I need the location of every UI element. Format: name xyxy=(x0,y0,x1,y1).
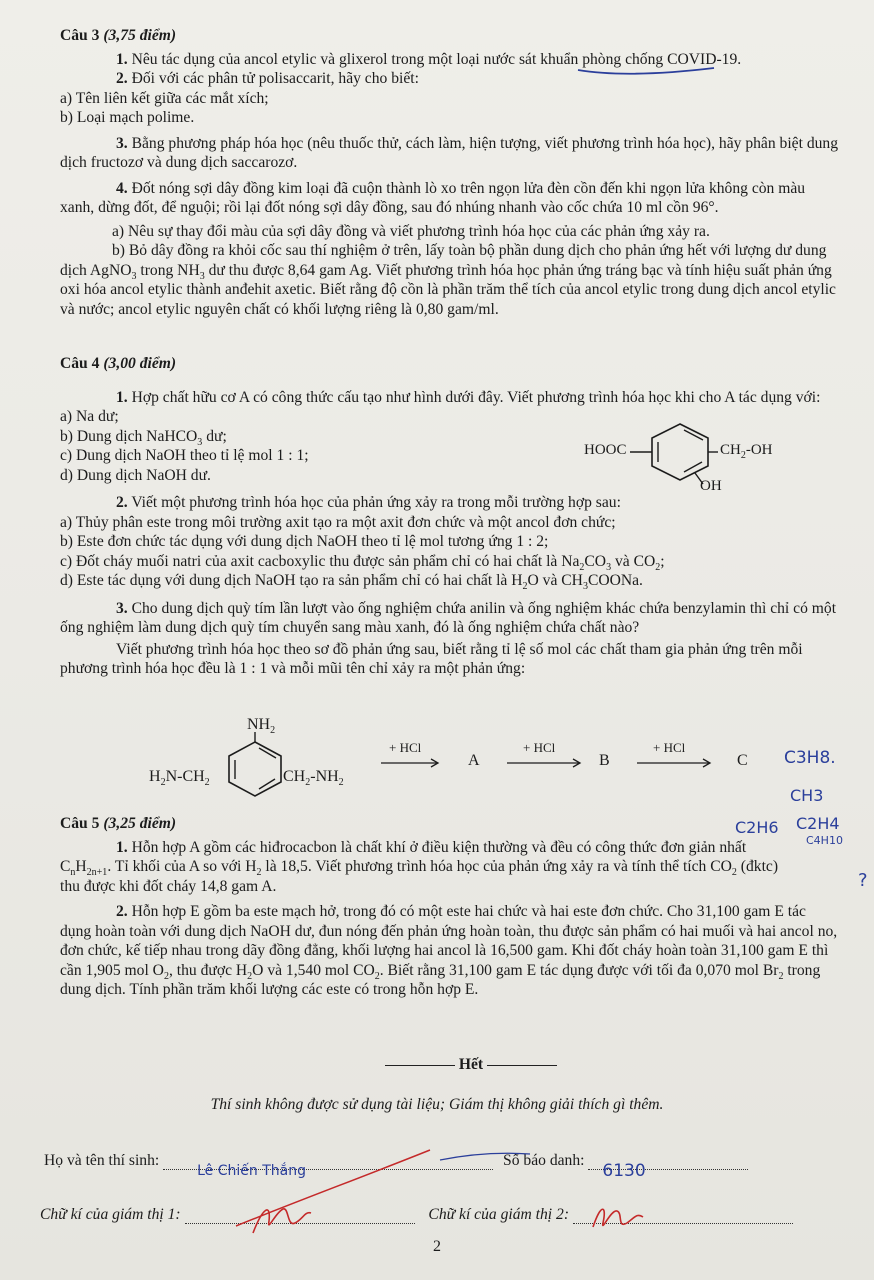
q3-item-1: 1. Nêu tác dụng của ancol etylic và glixerol trong một loại nước sát khuẩn phòng chống COVID-19. xyxy=(116,50,742,68)
q4-item-1a: a) Na dư; xyxy=(60,408,119,425)
q4-item-2d: d) Este tác dụng với dung dịch NaOH tạo ra sản phẩm chỉ có hai chất là $H_2O$ và $CH_3COONa$. xyxy=(60,572,643,593)
arrow-2 xyxy=(507,758,583,768)
q4-heading: Câu 4 (3,00 điểm) xyxy=(60,355,177,372)
sbd-label: Số báo danh: xyxy=(503,1152,585,1169)
page-number: 2 xyxy=(433,1238,441,1255)
q4-item-1d: d) Dung dịch NaOH dư. xyxy=(60,466,211,484)
q3-item-2a: a) Tên liên kết giữa các mắt xích; xyxy=(60,89,269,107)
sig2-label: Chữ kí của giám thị 2: xyxy=(428,1206,570,1223)
product-b: B xyxy=(599,752,610,769)
struct-ch2oh-label: $CH_2-OH$ xyxy=(720,442,773,461)
sig1-label: Chữ kí của giám thị 1: xyxy=(40,1206,181,1223)
q4-item-2b: b) Este đơn chức tác dụng với dung dịch NaOH theo tỉ lệ mol tương ứng 1 : 2; xyxy=(60,533,549,550)
product-a: A xyxy=(468,752,480,769)
q3-heading: Câu 3 (3,75 điểm) xyxy=(60,27,177,44)
q5-item-1: 1. Hỗn hợp A gồm các hiđrocacbon là chất khí ở điều kiện thường và đều có công thức đơn giản nhất $C_nH_{2n+1}$. Tỉ khối của A so với $H_2$ là 18,5. Viết phương trình hóa học của phản ứng xảy ra và tính thể tích $CO_2$ (đktc) thu được khi đốt cháy 14,8 gam A. xyxy=(60,838,779,895)
question-5 xyxy=(60,814,838,1000)
q3-item-4b: b) Bỏ dây đồng ra khỏi cốc sau thí nghiệm ở trên, lấy toàn bộ phần dung dịch cho phản ứng hết với lượng dư dung dịch AgNO$_3$ trong $NH_3$ dư thu được 8,64 gam Ag. Viết phương trình hóa học phản ứng tráng bạc và tính hiệu suất phản ứng oxi hóa ancol etylic thành anđehit axetic. Biết rằng độ cồn là phần trăm thể tích của ancol etylic trong dung dịch ancol etylic và nước; ancol etylic nguyên chất có khối lượng riêng là 0,80 gam/ml. xyxy=(60,242,836,318)
q4-item-2c: c) Đốt cháy muối natri của axit cacboxylic thu được sản phẩm chỉ có hai chất là $Na_2CO_3$ và $CO_2$; xyxy=(60,552,665,573)
sbd-value: 6130 xyxy=(602,1161,646,1181)
exam-note: Thí sinh không được sử dụng tài liệu; Giám thị không giải thích gì thêm. xyxy=(210,1096,664,1113)
handwritten-note-c2h6: C2H6 xyxy=(735,818,779,837)
handwritten-note-ch3: CH3 xyxy=(790,786,824,805)
arrow-3 xyxy=(637,758,713,768)
q3-item-3: 3. Bằng phương pháp hóa học (nêu thuốc thử, cách làm, hiện tượng, viết phương trình hóa học), hãy phân biệt dung dịch fructozơ và dung dịch saccarozơ. xyxy=(60,134,839,171)
q5-item-2: 2. Hỗn hợp E gồm ba este mạch hở, trong đó có một este hai chức và hai este đơn chức. Cho 31,100 gam E tác dụng hoàn toàn với dung dịch NaOH dư, đun nóng đến phản ứng hoàn toàn, thu được sản phẩm có hai muối và hai ancol no, đơn chức, kế tiếp nhau trong dãy đồng đẳng, khối lượng hai ancol là 16,500 gam. Khi đốt cháy hoàn toàn 31,100 gam E thì cần 1,905 mol $O_2$, thu được $H_2O$ và 1,540 mol $CO_2$. Biết rằng 31,100 gam E tác dụng được với tối đa 0,070 mol $Br_2$ trong dung dịch. Tính phần trăm khối lượng các este có trong hỗn hợp E. xyxy=(60,903,838,998)
scheme-left-group: $H_2N-CH_2$ xyxy=(149,768,210,789)
q4-item-2a: a) Thủy phân este trong môi trường axit tạo ra một axit đơn chức và một ancol đơn chức; xyxy=(60,513,616,531)
q4-item-3-scheme-text: Viết phương trình hóa học theo sơ đồ phản ứng sau, biết rằng tỉ lệ số mol các chất tham gia phản ứng trên mỗi phương trình hóa học đều là 1 : 1 và mỗi mũi tên chỉ xảy ra một phản ứng: xyxy=(60,640,803,677)
handwritten-note-c2h4: C2H4 xyxy=(796,814,840,833)
struct-oh-label: OH xyxy=(700,478,722,494)
candidate-name-label: Họ và tên thí sinh: xyxy=(44,1152,160,1169)
q4-item-1b: b) Dung dịch NaHCO$_3$ dư; xyxy=(60,427,227,448)
end-mark: Hết xyxy=(356,1056,586,1074)
scheme-right-group: $CH_2-NH_2$ xyxy=(283,768,344,789)
compound-a-structure xyxy=(580,420,790,500)
reaction-scheme xyxy=(145,718,825,800)
q4-item-3: 3. Cho dung dịch quỳ tím lần lượt vào ống nghiệm chứa anilin và ống nghiệm khác chứa benzylamin thì chỉ có một ống nghiệm làm dung dịch quỳ tím chuyển sang màu xanh, đó là ống nghiệm chứa chất nào? xyxy=(60,599,837,636)
arrow-1 xyxy=(381,758,441,768)
q4-item-1: 1. Hợp chất hữu cơ A có công thức cấu tạo như hình dưới đây. Viết phương trình hóa học khi cho A tác dụng với: xyxy=(116,388,821,406)
scheme-nh2-label: $NH_2$ xyxy=(247,716,276,737)
pen-underline xyxy=(574,64,724,78)
handwritten-note-c4h10: C4H10 xyxy=(806,834,843,847)
handwritten-note-c3h8: C3H8. xyxy=(784,748,836,768)
arrow-3-label: + HCl xyxy=(653,740,686,755)
q4-item-2: 2. Viết một phương trình hóa học của phản ứng xảy ra trong mỗi trường hợp sau: xyxy=(116,494,621,511)
arrow-2-label: + HCl xyxy=(523,740,556,755)
question-4 xyxy=(60,354,838,679)
candidate-name-value: Lê Chiến Thắng xyxy=(197,1163,306,1179)
benzene-ring-a xyxy=(580,420,790,500)
red-pen-stroke xyxy=(0,1130,874,1250)
arrow-1-label: + HCl xyxy=(389,740,422,755)
q3-item-2b: b) Loại mạch polime. xyxy=(60,109,195,126)
q3-item-2: 2. Đối với các phân tử polisaccarit, hãy cho biết: xyxy=(116,70,419,87)
product-c: C xyxy=(737,752,748,769)
q3-item-4a: a) Nêu sự thay đổi màu của sợi dây đồng và viết phương trình hóa học của các phản ứng xảy ra. xyxy=(112,222,710,240)
q3-item-4: 4. Đốt nóng sợi dây đồng kim loại đã cuộn thành lò xo trên ngọn lửa đèn cồn đến khi ngọn lửa không còn màu xanh, dừng đốt, để nguội; rồi lại đốt nóng sợi dây đồng, sau đó nhúng nhanh vào cốc chứa 10 ml cồn 96°. xyxy=(60,179,806,216)
struct-hooc-label: HOOC xyxy=(584,442,627,458)
handwritten-question-mark: ? xyxy=(858,870,868,891)
q5-heading: Câu 5 (3,25 điểm) xyxy=(60,815,177,832)
q4-item-1c: c) Dung dịch NaOH theo tỉ lệ mol 1 : 1; xyxy=(60,447,309,464)
